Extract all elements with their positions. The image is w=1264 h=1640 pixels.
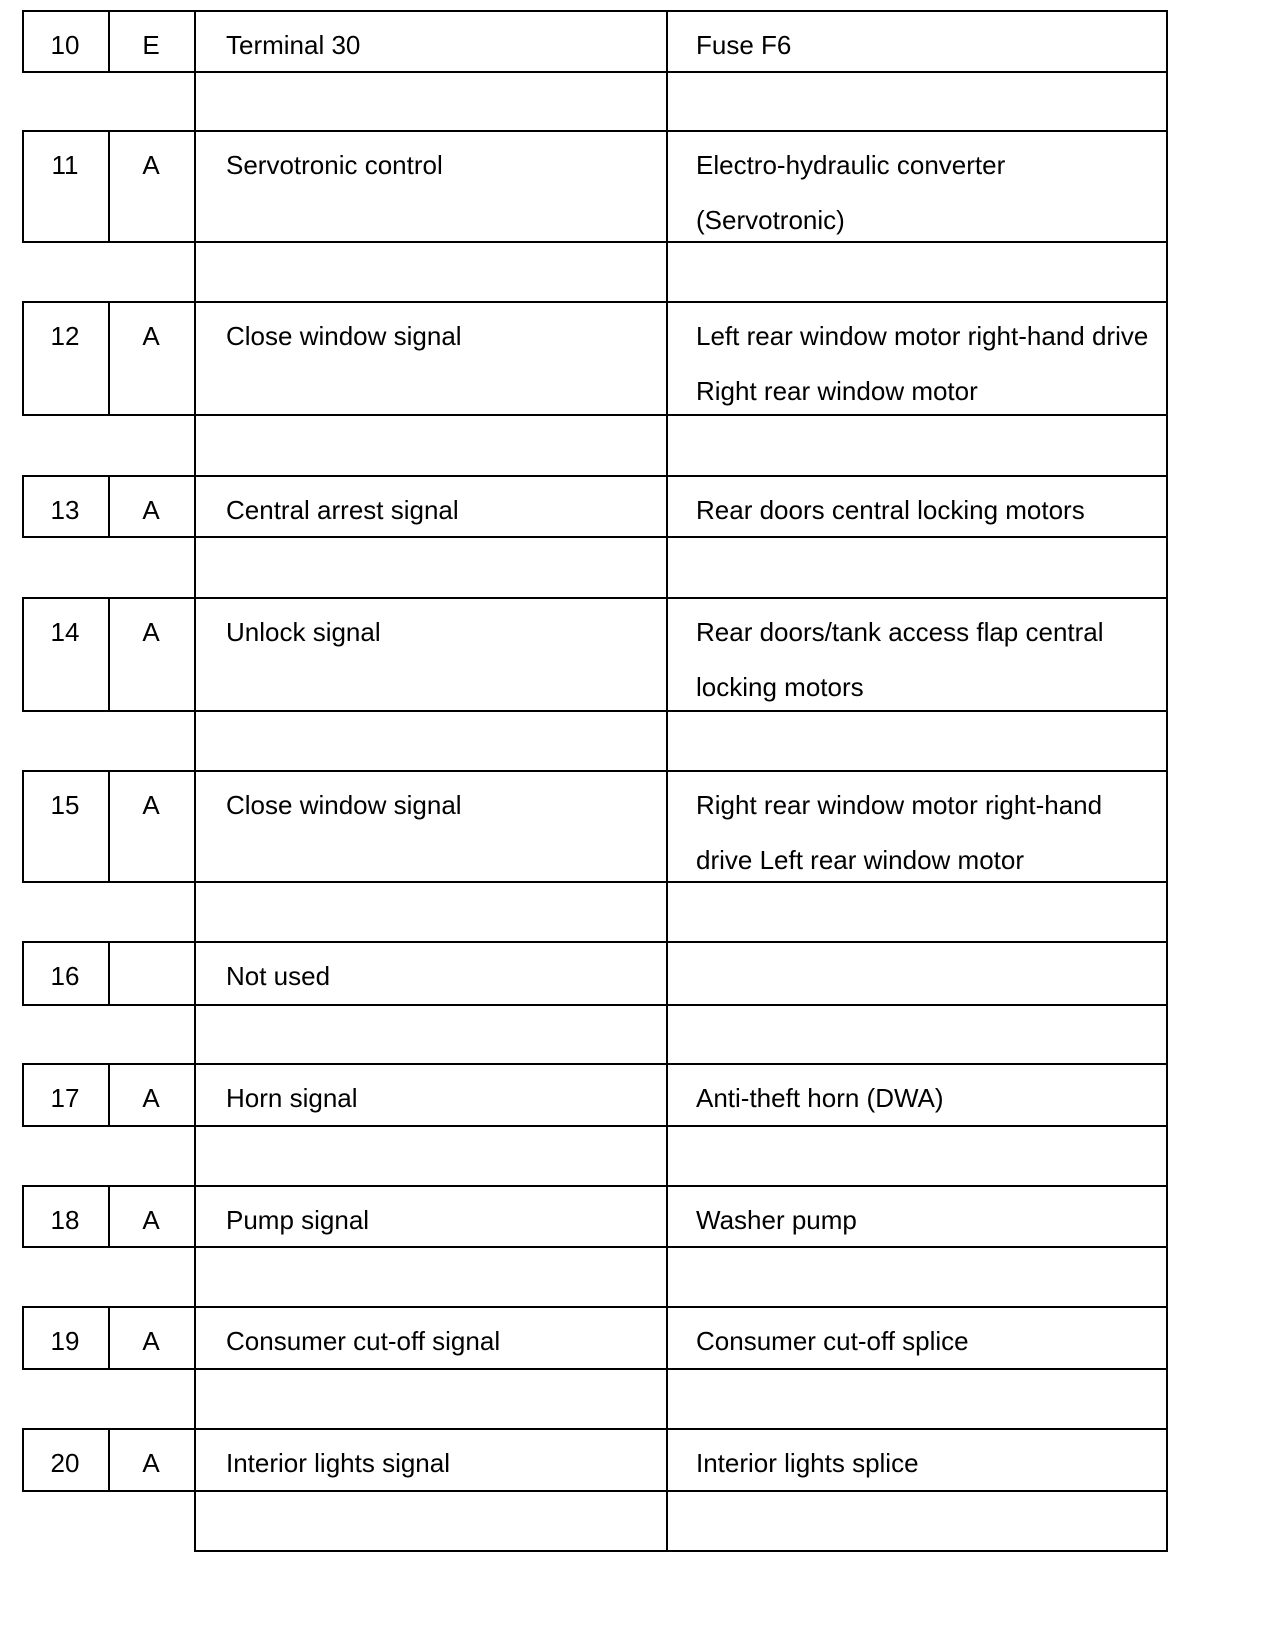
connected-component: Interior lights splice — [696, 1448, 919, 1478]
io-type: A — [142, 1083, 160, 1113]
io-type: A — [142, 617, 160, 647]
table-rule-horizontal — [22, 10, 1168, 12]
connected-component: Left rear window motor right-hand drive Right rear window motor — [696, 321, 1149, 406]
pin-number: 11 — [51, 150, 79, 180]
io-type: A — [142, 1326, 160, 1356]
io-type: A — [142, 1205, 160, 1235]
table-rule-vertical — [108, 301, 110, 414]
pin-number: 20 — [50, 1448, 80, 1478]
pin-number: 18 — [50, 1205, 80, 1235]
connected-component: Anti-theft horn (DWA) — [696, 1083, 944, 1113]
io-type: E — [142, 30, 160, 60]
table-rule-horizontal — [22, 941, 1168, 943]
table-rule-vertical — [22, 301, 24, 414]
signal-name: Pump signal — [226, 1205, 370, 1235]
io-type: A — [142, 1448, 160, 1478]
signal-name: Interior lights signal — [226, 1448, 450, 1478]
signal-name: Close window signal — [226, 321, 462, 351]
table-rule-vertical — [108, 941, 110, 1004]
pin-number: 14 — [50, 617, 80, 647]
io-type: A — [142, 790, 160, 820]
pin-number: 16 — [50, 961, 80, 991]
signal-name: Central arrest signal — [226, 495, 459, 525]
signal-name: Horn signal — [226, 1083, 358, 1113]
connected-component: Electro-hydraulic converter (Servotronic) — [696, 150, 1006, 235]
connected-component: Right rear window motor right-hand drive Left rear window motor — [696, 790, 1103, 875]
connected-component: Consumer cut-off splice — [696, 1326, 969, 1356]
signal-name: Close window signal — [226, 790, 462, 820]
signal-name: Terminal 30 — [226, 30, 361, 60]
pin-number: 10 — [50, 30, 80, 60]
pin-number: 17 — [50, 1083, 80, 1113]
pin-number: 13 — [50, 495, 80, 525]
table-rule-vertical — [108, 770, 110, 881]
table-rule-horizontal — [22, 301, 1168, 303]
table-rule-horizontal — [22, 597, 1168, 599]
connected-component: Fuse F6 — [696, 30, 792, 60]
table-rule-horizontal — [22, 1004, 1168, 1006]
io-type: A — [142, 495, 160, 525]
signal-name: Unlock signal — [226, 617, 381, 647]
table-rule-vertical — [108, 130, 110, 241]
connected-component: Rear doors/tank access flap central locking motors — [696, 617, 1104, 702]
io-type: A — [142, 321, 160, 351]
pin-number: 19 — [50, 1326, 80, 1356]
connected-component: Washer pump — [696, 1205, 857, 1235]
signal-name: Servotronic control — [226, 150, 443, 180]
table-rule-horizontal — [22, 1185, 1168, 1187]
table-rule-horizontal — [22, 1306, 1168, 1308]
signal-name: Consumer cut-off signal — [226, 1326, 501, 1356]
table-rule-vertical — [22, 770, 24, 881]
table-rule-horizontal — [22, 770, 1168, 772]
table-rule-vertical — [108, 597, 110, 710]
io-type: A — [142, 150, 160, 180]
signal-name: Not used — [226, 961, 331, 991]
table-rule-horizontal — [22, 475, 1168, 477]
table-rule-horizontal — [22, 1063, 1168, 1065]
connected-component: Rear doors central locking motors — [696, 495, 1085, 525]
table-rule-horizontal — [22, 130, 1168, 132]
pin-number: 15 — [50, 790, 80, 820]
pin-number: 12 — [50, 321, 80, 351]
table-rule-horizontal — [194, 1550, 1168, 1552]
table-rule-vertical — [22, 597, 24, 710]
table-rule-vertical — [22, 130, 24, 241]
table-rule-horizontal — [22, 1428, 1168, 1430]
